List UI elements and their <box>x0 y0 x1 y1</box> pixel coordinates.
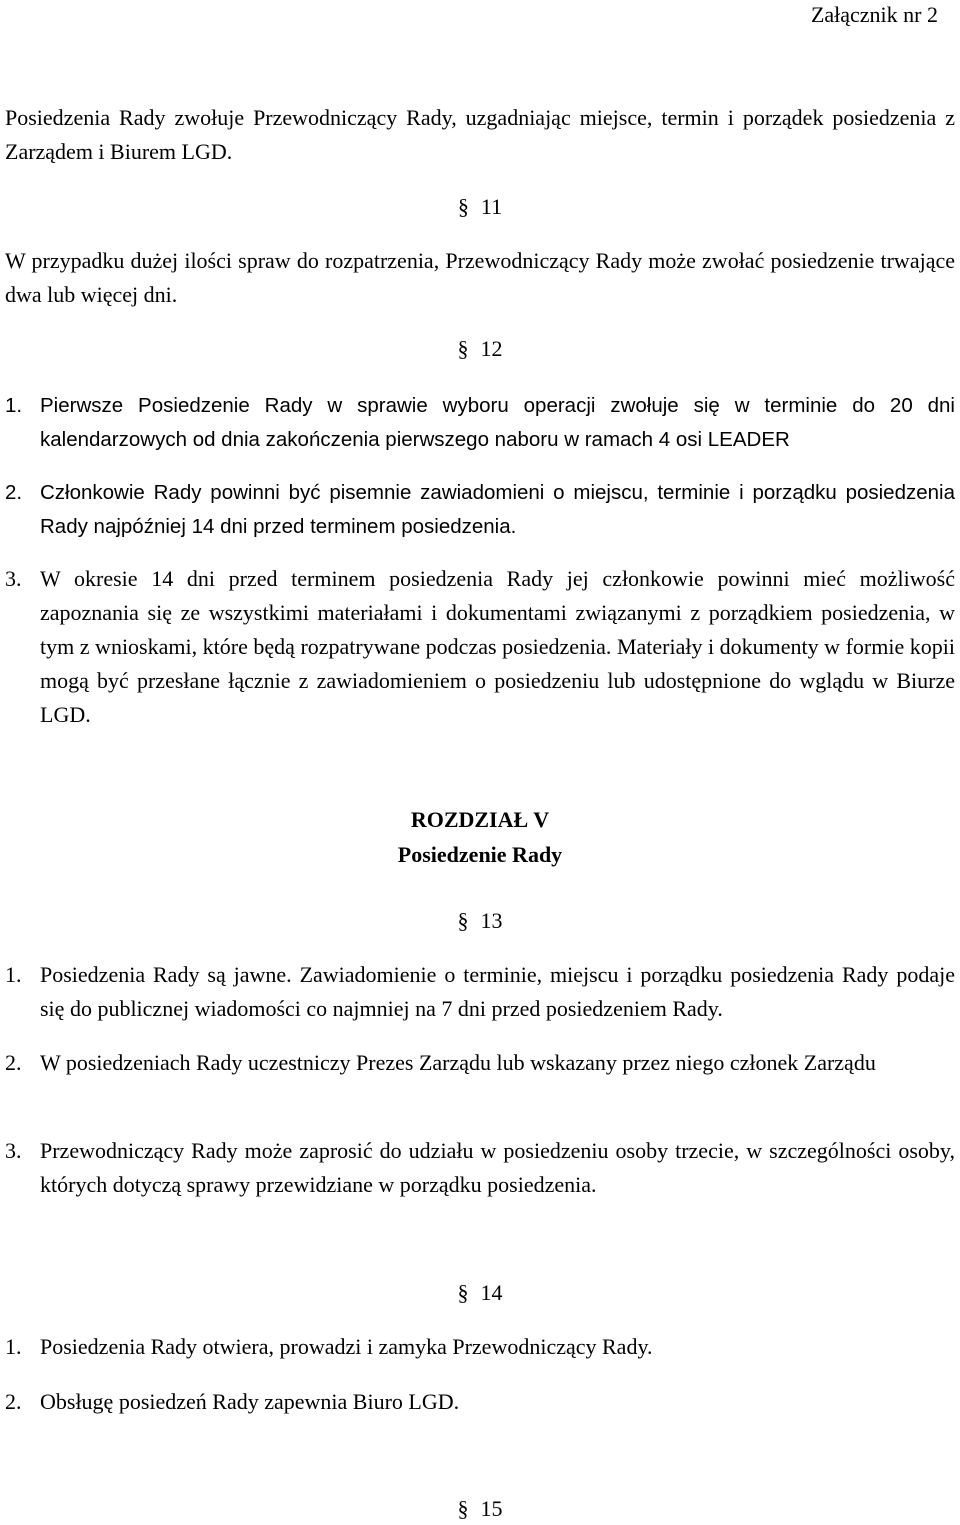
section-number: 14 <box>480 1280 503 1305</box>
section-heading-11 <box>0 194 960 220</box>
list-item-text: Pierwsze Posiedzenie Rady w sprawie wyboru operacji zwołuje się w terminie do 20 dni kalendarzowych od dnia zakończenia pierwszego naboru w ramach 4 osi LEADER <box>40 394 955 451</box>
list-item-number: 2. <box>5 1389 22 1414</box>
list-item-number: 3. <box>5 566 22 591</box>
list-item-text: W posiedzeniach Rady uczestniczy Prezes Zarządu lub wskazany przez niego członek Zarządu <box>40 1050 876 1075</box>
list-item <box>5 389 955 457</box>
list-item-number: 2. <box>5 1050 22 1075</box>
list-item <box>5 1046 955 1080</box>
section-symbol: § <box>457 336 469 361</box>
list-item-number: 3. <box>5 1138 22 1163</box>
list-item-text: W okresie 14 dni przed terminem posiedzenia Rady jej członkowie powinni mieć możliwość zapoznania się ze wszystkimi materiałami i dokumentami związanymi z porządkiem posiedzenia, w tym z wnioskami, które będą rozpatrywane podczas posiedzenia. Materiały i dokumenty w formie kopii mogą być przesłane łącznie z zawiadomieniem o posiedzeniu lub udostępnione do wglądu w Biurze LGD. <box>40 566 955 727</box>
attachment-label: Załącznik nr 2 <box>810 2 938 27</box>
list-item-text: Posiedzenia Rady są jawne. Zawiadomienie o terminie, miejscu i porządku posiedzenia Rady podaje się do publicznej wiadomości co najmniej na 7 dni przed posiedzeniem Rady. <box>40 962 955 1021</box>
section-symbol: § <box>457 908 469 933</box>
section-number: 12 <box>480 336 503 361</box>
list-item-number: 1. <box>5 394 23 417</box>
section-number: 15 <box>480 1496 503 1521</box>
list-item <box>5 1330 955 1364</box>
list-item-text: Obsługę posiedzeń Rady zapewnia Biuro LGD. <box>40 1389 460 1414</box>
section-heading-14 <box>0 1280 960 1306</box>
section-11-paragraph: W przypadku dużej ilości spraw do rozpatrzenia, Przewodniczący Rady może zwołać posiedzenie trwające dwa lub więcej dni. <box>5 248 955 307</box>
list-item <box>5 1385 955 1419</box>
section-symbol: § <box>457 194 469 219</box>
section-heading-12 <box>0 336 960 362</box>
intro-paragraph: Posiedzenia Rady zwołuje Przewodniczący Rady, uzgadniając miejsce, termin i porządek posiedzenia z Zarządem i Biurem LGD. <box>5 105 955 164</box>
list-item-text: Członkowie Rady powinni być pisemnie zawiadomieni o miejscu, terminie i porządku posiedzenia Rady najpóźniej 14 dni przed terminem posiedzenia. <box>40 481 955 538</box>
list-item <box>5 958 955 1026</box>
list-item <box>5 1134 955 1202</box>
list-item-number: 1. <box>5 962 22 987</box>
section-symbol: § <box>457 1496 469 1521</box>
list-item-text: Przewodniczący Rady może zaprosić do udziału w posiedzeniu osoby trzecie, w szczególności osoby, których dotyczą sprawy przewidziane w porządku posiedzenia. <box>40 1138 955 1197</box>
list-item-text: Posiedzenia Rady otwiera, prowadzi i zamyka Przewodniczący Rady. <box>40 1334 653 1359</box>
chapter-title: ROZDZIAŁ V <box>410 807 550 832</box>
list-item-number: 2. <box>5 481 23 504</box>
list-item <box>5 476 955 544</box>
section-number: 13 <box>480 908 503 933</box>
section-number: 11 <box>480 194 503 219</box>
chapter-subtitle: Posiedzenie Rady <box>397 842 563 867</box>
list-item <box>5 562 955 732</box>
list-item-number: 1. <box>5 1334 22 1359</box>
section-heading-15 <box>0 1496 960 1522</box>
section-symbol: § <box>457 1280 469 1305</box>
section-heading-13 <box>0 908 960 934</box>
